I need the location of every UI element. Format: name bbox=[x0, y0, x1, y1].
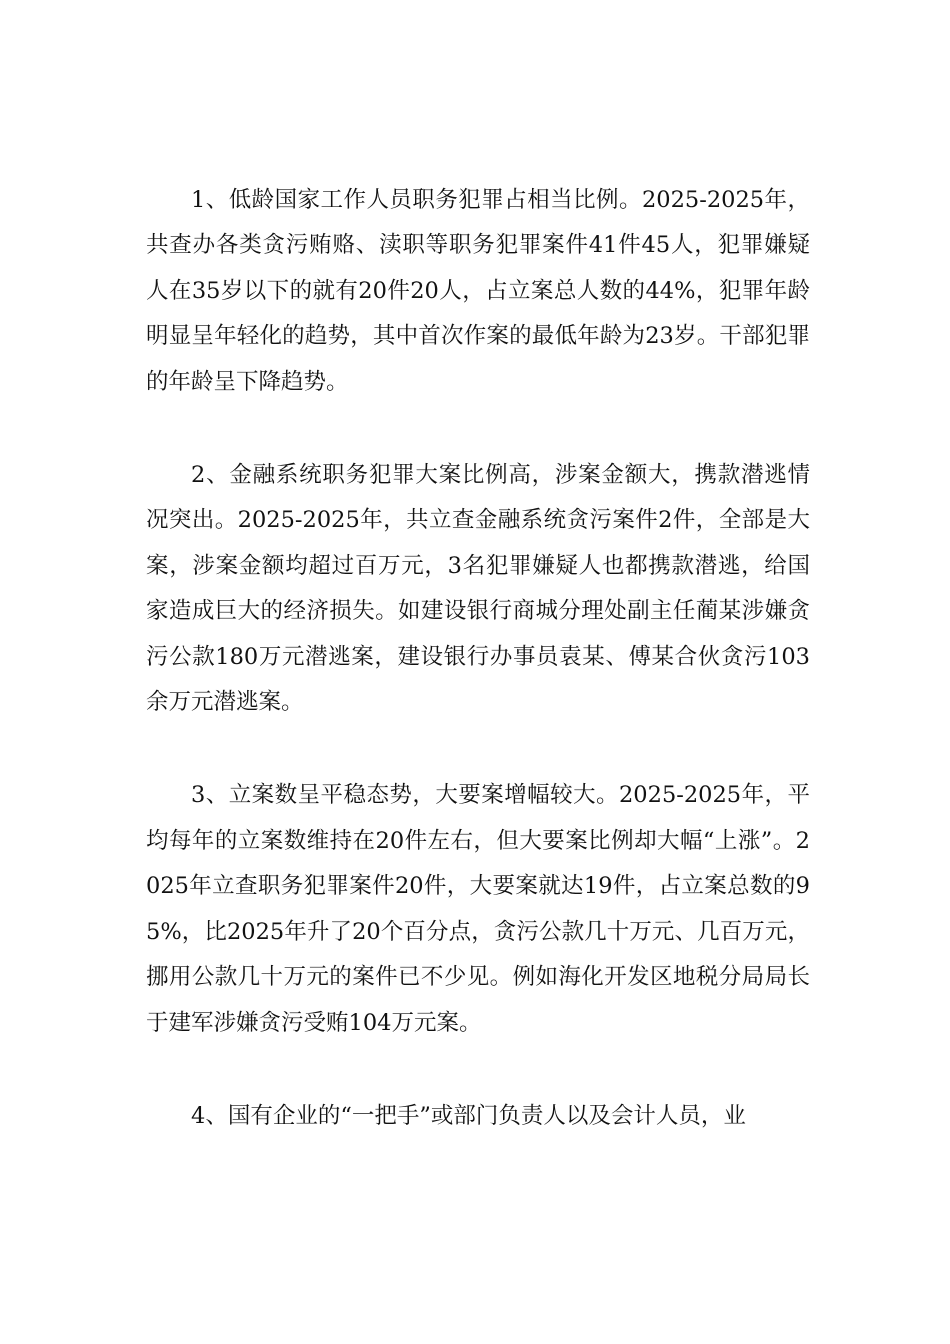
paragraph-1: 1、低龄国家工作人员职务犯罪占相当比例。2025-2025年，共查办各类贪污贿赂、渎职等职务犯罪案件41件45人，犯罪嫌疑人在35岁以下的就有20件20人，占立案总人数的44%，犯罪年龄明显呈年轻化的趋势，其中首次作案的最低年龄为23岁。干部犯罪的年龄呈下降趋势。 bbox=[146, 187, 810, 395]
paragraph-2: 2、金融系统职务犯罪大案比例高，涉案金额大，携款潜逃情况突出。2025-2025年，共立查金融系统贪污案件2件，全部是大案，涉案金额均超过百万元，3名犯罪嫌疑人也都携款潜逃，给国家造成巨大的经济损失。如建设银行商城分理处副主任蔺某涉嫌贪污公款180万元潜逃案，建设银行办事员袁某、傅某合伙贪污103余万元潜逃案。 bbox=[146, 462, 810, 716]
paragraph-3: 3、立案数呈平稳态势，大要案增幅较大。2025-2025年，平均每年的立案数维持在20件左右，但大要案比例却大幅“上涨”。2025年立查职务犯罪案件20件，大要案就达19件，占立案总数的95%，比2025年升了20个百分点，贪污公款几十万元、几百万元，挪用公款几十万元的案件已不少见。例如海化开发区地税分局局长于建军涉嫌贪污受贿104万元案。 bbox=[146, 782, 810, 1036]
document-body bbox=[146, 178, 810, 1187]
paragraph-4: 4、国有企业的“一把手”或部门负责人以及会计人员，业 bbox=[191, 1102, 746, 1129]
